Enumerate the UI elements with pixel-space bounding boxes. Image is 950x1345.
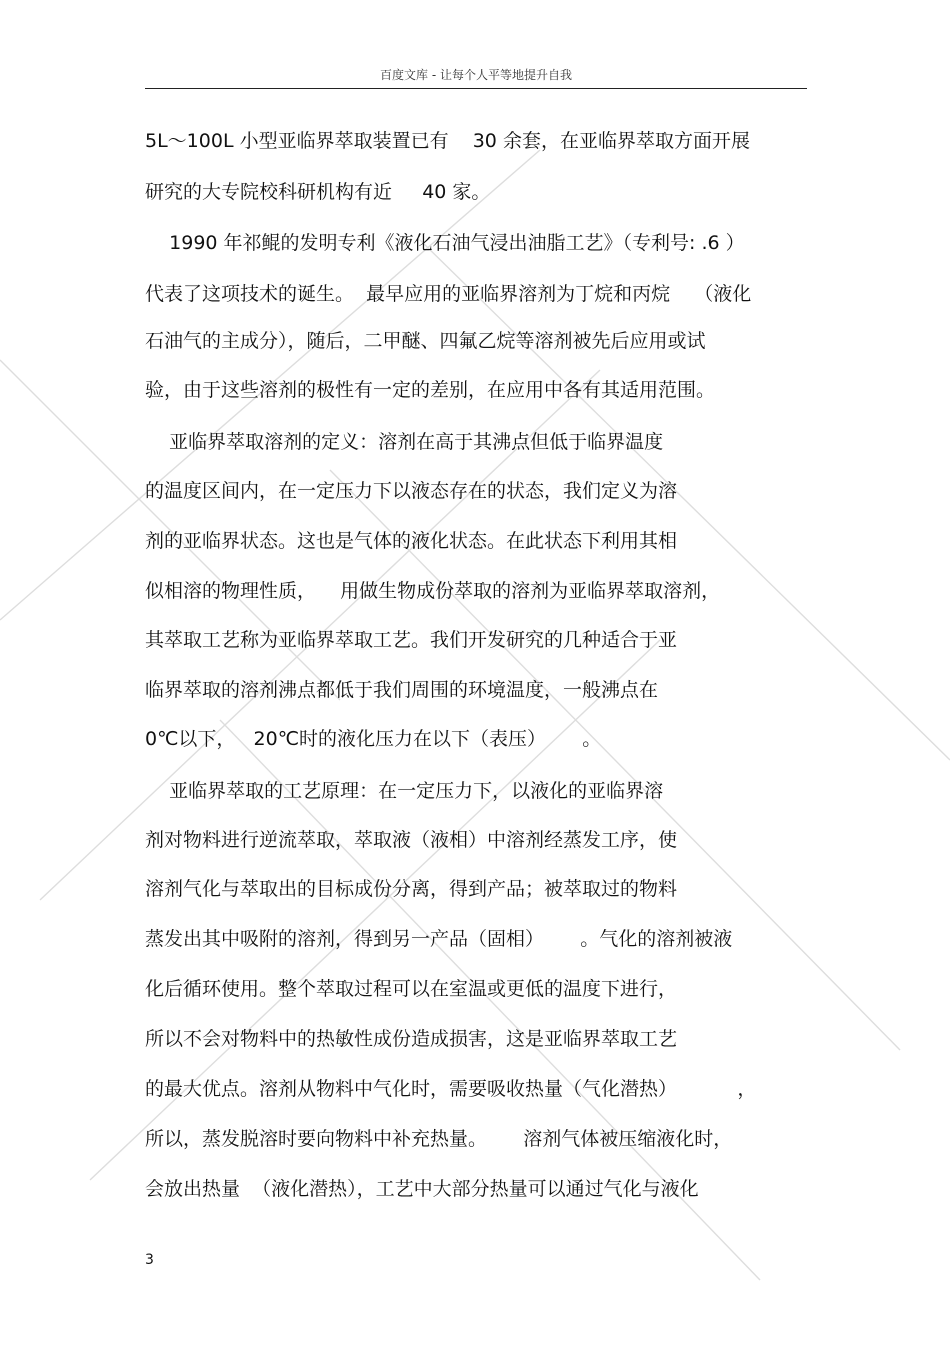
text-line: 化后循环使用。整个萃取过程可以在室温或更低的温度下进行， bbox=[145, 978, 678, 1000]
text-line: 临界萃取的溶剂沸点都低于我们周围的环境温度，一般沸点在 bbox=[145, 679, 659, 701]
text-line: 验，由于这些溶剂的极性有一定的差别，在应用中各有其适用范围。 bbox=[145, 379, 716, 401]
text-line: 蒸发出其中吸附的溶剂，得到另一产品（固相） 。气化的溶剂被液 bbox=[145, 928, 733, 950]
text-line: 所以不会对物料中的热敏性成份造成损害，这是亚临界萃取工艺 bbox=[145, 1028, 678, 1050]
text-line: 研究的大专院校科研机构有近 40 家。 bbox=[145, 181, 491, 203]
text-line: 似相溶的物理性质， 用做生物成份萃取的溶剂为亚临界萃取溶剂， bbox=[145, 580, 721, 602]
text-line: 所以，蒸发脱溶时要向物料中补充热量。 溶剂气体被压缩液化时， bbox=[145, 1128, 733, 1150]
text-line: 会放出热量 （液化潜热），工艺中大部分热量可以通过气化与液化 bbox=[145, 1178, 699, 1200]
text-line: 1990 年祁鲲的发明专利《液化石油气浸出油脂工艺》（专利号: .6 ） bbox=[145, 232, 745, 254]
text-line: 剂的亚临界状态。这也是气体的液化状态。在此状态下利用其相 bbox=[145, 530, 678, 552]
text-line: 的温度区间内，在一定压力下以液态存在的状态，我们定义为溶 bbox=[145, 480, 678, 502]
text-line: 亚临界萃取溶剂的定义：溶剂在高于其沸点但低于临界温度 bbox=[145, 431, 664, 453]
text-line: 剂对物料进行逆流萃取，萃取液（液相）中溶剂经蒸发工序，使 bbox=[145, 829, 678, 851]
text-line: 代表了这项技术的诞生。 最早应用的亚临界溶剂为丁烷和丙烷 （液化 bbox=[145, 283, 752, 305]
text-line: 其萃取工艺称为亚临界萃取工艺。我们开发研究的几种适合于亚 bbox=[145, 629, 678, 651]
page-number: 3 bbox=[145, 1252, 154, 1268]
text-line: 溶剂气化与萃取出的目标成份分离，得到产品；被萃取过的物料 bbox=[145, 878, 678, 900]
text-line: 的最大优点。溶剂从物料中气化时，需要吸收热量（气化潜热） ， bbox=[145, 1078, 757, 1100]
header-rule bbox=[145, 88, 807, 89]
text-line: 石油气的主成分），随后，二甲醚、四氟乙烷等溶剂被先后应用或试 bbox=[145, 330, 706, 352]
page-header: 百度文库 - 让每个人平等地提升自我 bbox=[380, 68, 572, 82]
text-line: 5L～100L 小型亚临界萃取装置已有 30 余套，在亚临界萃取方面开展 bbox=[145, 130, 750, 152]
text-line: 0℃以下， 20℃时的液化压力在以下（表压） 。 bbox=[145, 728, 602, 750]
text-line: 亚临界萃取的工艺原理：在一定压力下，以液化的亚临界溶 bbox=[145, 780, 664, 802]
